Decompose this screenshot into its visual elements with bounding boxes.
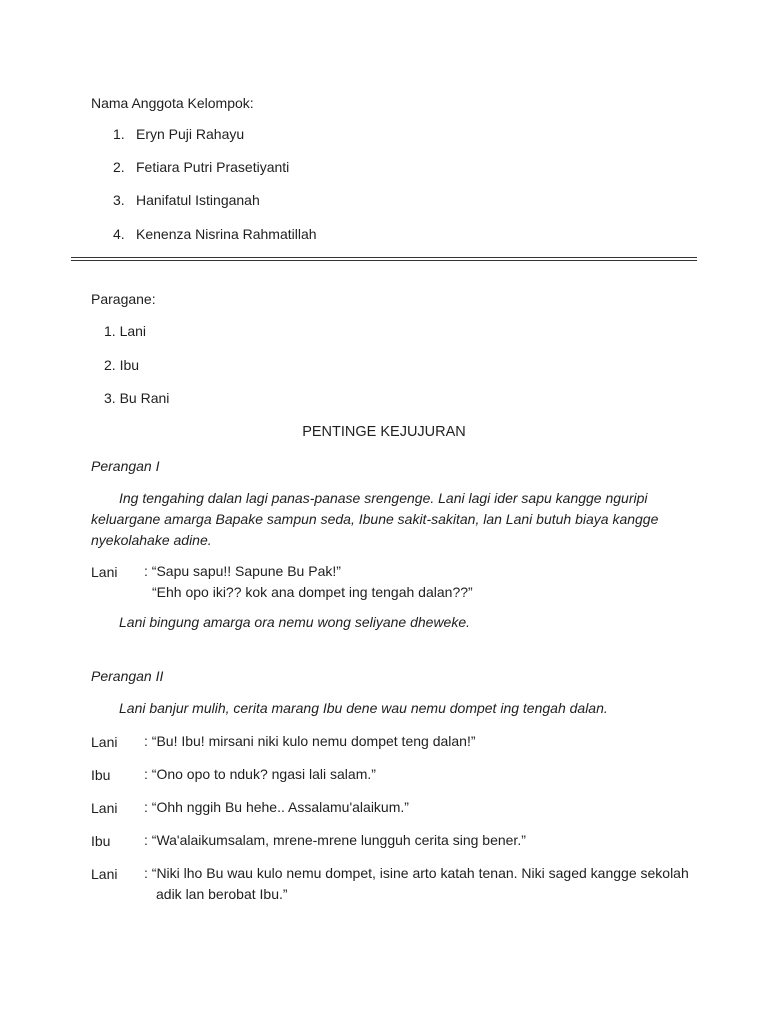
speaker-name: Ibu xyxy=(91,833,111,849)
member-number: 3. xyxy=(113,192,125,208)
speaker-name: Ibu xyxy=(91,767,111,783)
cast-heading: Paragane: xyxy=(91,291,156,307)
dialogue-line: : “Niki lho Bu wau kulo nemu dompet, isine arto katah tenan. Niki saged kangge sekolah xyxy=(144,865,689,881)
member-name: Fetiara Putri Prasetiyanti xyxy=(136,159,290,175)
member-number: 1. xyxy=(113,126,125,142)
stage-direction: Lani bingung amarga ora nemu wong seliyane dheweke. xyxy=(119,614,471,630)
cast-item: 1. Lani xyxy=(104,323,147,339)
dialogue-line: : “Wa'alaikumsalam, mrene-mrene lungguh cerita sing bener.” xyxy=(144,832,526,848)
scene-heading: Perangan I xyxy=(91,458,160,474)
members-heading: Nama Anggota Kelompok: xyxy=(91,95,254,111)
member-name: Kenenza Nisrina Rahmatillah xyxy=(136,226,317,242)
dialogue-line-continuation: adik lan berobat Ibu.” xyxy=(156,886,288,902)
dialogue-line: : “Ohh nggih Bu hehe.. Assalamu'alaikum.” xyxy=(144,799,409,815)
narration-line: Ing tengahing dalan lagi panas-panase srengenge. Lani lagi ider sapu kangge nguripi xyxy=(119,490,648,506)
narration-line: keluargane amarga Bapake sampun seda, Ibune sakit-sakitan, lan Lani butuh biaya kangge xyxy=(91,511,659,527)
story-title: PENTINGE KEJUJURAN xyxy=(302,424,466,440)
narration-line: nyekolahake adine. xyxy=(91,532,212,548)
horizontal-divider xyxy=(71,257,697,261)
member-name: Eryn Puji Rahayu xyxy=(136,126,245,142)
scene-heading: Perangan II xyxy=(91,668,164,684)
dialogue-line: : “Ono opo to nduk? ngasi lali salam.” xyxy=(144,766,376,782)
speaker-name: Lani xyxy=(91,564,118,580)
cast-item: 3. Bu Rani xyxy=(104,390,170,406)
dialogue-line: : “Sapu sapu!! Sapune Bu Pak!” xyxy=(144,563,341,579)
speaker-name: Lani xyxy=(91,734,118,750)
dialogue-line: “Ehh opo iki?? kok ana dompet ing tengah dalan??” xyxy=(152,584,473,600)
speaker-name: Lani xyxy=(91,800,118,816)
member-number: 2. xyxy=(113,159,125,175)
cast-item: 2. Ibu xyxy=(104,357,140,373)
speaker-name: Lani xyxy=(91,866,118,882)
member-name: Hanifatul Istinganah xyxy=(136,192,260,208)
narration-line: Lani banjur mulih, cerita marang Ibu dene wau nemu dompet ing tengah dalan. xyxy=(119,700,608,716)
member-number: 4. xyxy=(113,226,125,242)
dialogue-line: : “Bu! Ibu! mirsani niki kulo nemu dompet teng dalan!” xyxy=(144,733,476,749)
